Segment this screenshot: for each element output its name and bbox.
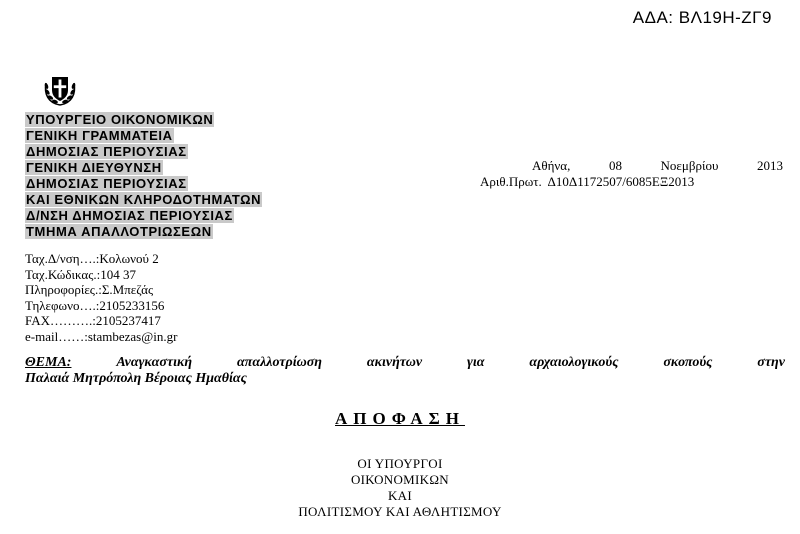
date-year: 2013: [757, 158, 783, 173]
ministers-block: [0, 456, 800, 520]
ministers-line: ΚΑΙ: [387, 488, 412, 503]
contact-address: Ταχ.Δ/νση….:Κολωνού 2: [25, 251, 159, 266]
date-block: [480, 158, 783, 190]
date-line: [480, 158, 783, 174]
ministers-line: ΟΙΚΟΝΟΜΙΚΩΝ: [350, 472, 449, 487]
contact-details: [25, 251, 177, 344]
greek-coat-of-arms-icon: [42, 72, 78, 108]
decision-title-text: ΑΠΟΦΑΣΗ: [335, 409, 465, 428]
date-city: Αθήνα,: [532, 158, 571, 173]
decision-title: [0, 409, 800, 429]
contact-information: Πληροφορίες.:Σ.Μπεζάς: [25, 282, 154, 297]
ministry-line: ΥΠΟΥΡΓΕΙΟ ΟΙΚΟΝΟΜΙΚΩΝ: [26, 112, 214, 127]
ministry-line: ΔΗΜΟΣΙΑΣ ΠΕΡΙΟΥΣΙΑΣ: [26, 144, 187, 159]
subject-word: απαλλοτρίωση: [236, 355, 322, 370]
subject-word: αρχαιολογικούς: [529, 355, 619, 370]
ada-code: ΑΔΑ: ΒΛ19Η-ΖΓ9: [632, 8, 772, 27]
subject-line-1: [25, 355, 785, 371]
contact-fax: FAX……….:2105237417: [25, 313, 161, 328]
ministry-line: ΓΕΝΙΚΗ ΓΡΑΜΜΑΤΕΙΑ: [26, 128, 173, 143]
subject-word: Αναγκαστική: [116, 355, 193, 370]
subject-word: ακινήτων: [366, 355, 423, 370]
contact-email: e-mail……:stambezas@in.gr: [25, 328, 178, 344]
subject-label: ΘΕΜΑ:: [25, 355, 72, 370]
ministry-line: ΓΕΝΙΚΗ ΔΙΕΥΘΥΝΣΗ: [26, 160, 162, 175]
ministry-line: ΚΑΙ ΕΘΝΙΚΩΝ ΚΛΗΡΟΔΟΤΗΜΑΤΩΝ: [26, 192, 262, 207]
subject-word: για: [467, 355, 485, 370]
ministers-line: ΟΙ ΥΠΟΥΡΓΟΙ: [357, 456, 443, 471]
subject-word: σκοπούς: [663, 355, 713, 370]
ministry-header-block: [25, 112, 262, 240]
date-month: Νοεμβρίου: [660, 158, 719, 173]
ministers-line: ΠΟΛΙΤΙΣΜΟΥ ΚΑΙ ΑΘΛΗΤΙΣΜΟΥ: [298, 504, 502, 519]
ministry-line: Δ/ΝΣΗ ΔΗΜΟΣΙΑΣ ΠΕΡΙΟΥΣΙΑΣ: [26, 208, 233, 223]
date-day: 08: [608, 158, 622, 173]
subject-block: [25, 355, 785, 387]
subject-word: στην: [757, 355, 785, 370]
ministry-line: ΤΜΗΜΑ ΑΠΑΛΛΟΤΡΙΩΣΕΩΝ: [26, 224, 212, 239]
subject-line-2: Παλαιά Μητρόπολη Βέροιας Ημαθίας: [25, 371, 247, 386]
contact-phone: Τηλεφωνο….:2105233156: [25, 297, 165, 313]
contact-postal-code: Ταχ.Κώδικας.:104 37: [25, 266, 136, 282]
ministry-line: ΔΗΜΟΣΙΑΣ ΠΕΡΙΟΥΣΙΑΣ: [26, 176, 187, 191]
protocol-number: Αριθ.Πρωτ. Δ10Δ1172507/6085ΕΞ2013: [480, 174, 695, 189]
